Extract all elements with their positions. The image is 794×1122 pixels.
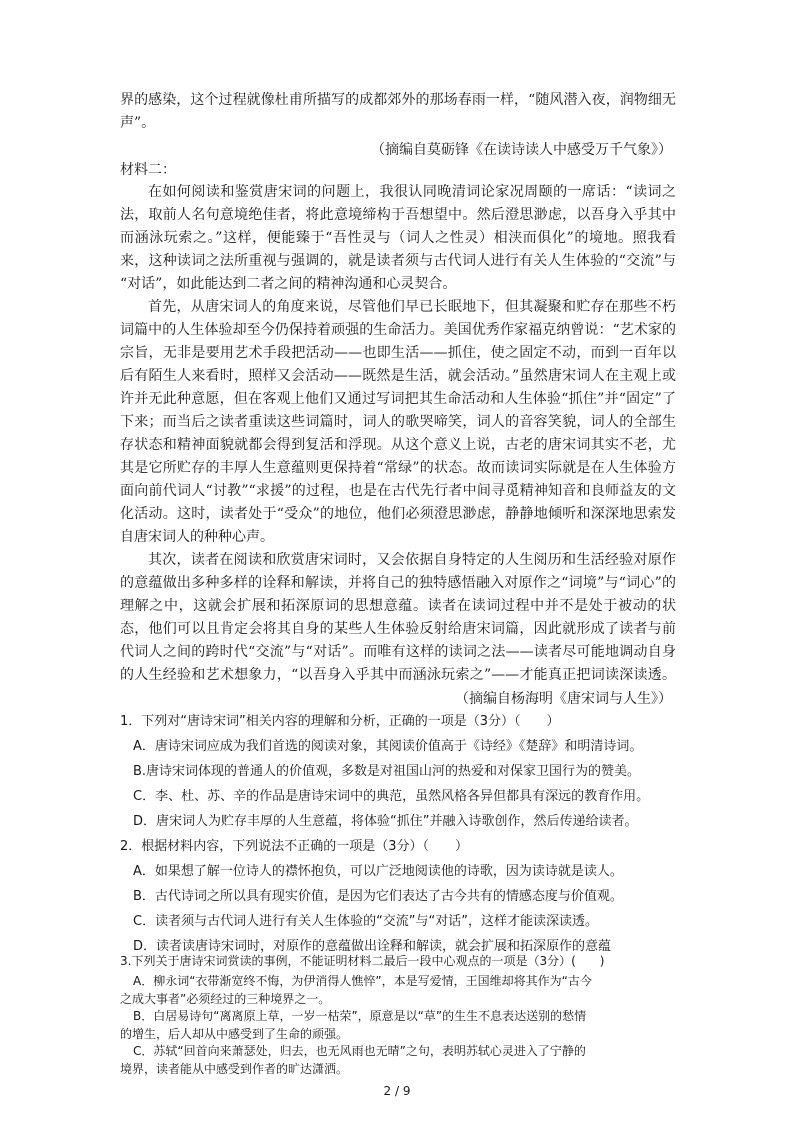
- question-3-option: A．柳永词“衣带渐宽终不悔，为伊消得人憔悴”，本是写爱情，王国维却将其作为“古今: [133, 974, 592, 988]
- text-line: 界的感染，这个过程就像杜甫所描写的成都郊外的那场春雨一样，“随风潜入夜，润物细无: [120, 92, 676, 108]
- text-line: 化活动。这时，读者处于“受众”的地位，他们必须澄思渺虑，静静地倾听和深深地思索发: [120, 506, 676, 522]
- text-line: 而涵泳玩索之。”这样，便能臻于“吾性灵与（词人之性灵）相浃而俱化”的境地。照我看: [120, 230, 676, 246]
- question-1: 1．下列对“唐诗宋词”相关内容的理解和分析，正确的一项是（3分）（ ）: [120, 714, 560, 729]
- paragraph-start: 首先，从唐宋词人的角度来说，尽管他们早已长眠地下，但其凝聚和贮存在那些不朽: [148, 299, 676, 315]
- question-2-option-d: D．读者读唐诗宋词时，对原作的意蕴做出诠释和解读，就会扩展和拓深原作的意蕴: [133, 939, 612, 954]
- text-line: 后有陌生人来看时，照样又会活动——既然是生活，就会活动。”虽然唐宋词人在主观上或: [120, 368, 676, 384]
- paragraph-start: 在如何阅读和鉴赏唐宋词的问题上，我很认同晚清词论家况周颐的一席话：“读词之: [148, 184, 676, 200]
- text-line: 自唐宋词人的种种心声。: [120, 529, 274, 545]
- text-line: 法，取前人名句意境绝佳者，将此意境缔构于吾想望中。然后澄思渺虑，以吾身入乎其中: [120, 207, 676, 223]
- text-line: 其是它所贮存的丰厚人生意蕴则更保持着“常绿”的状态。故而读词实际就是在人生体验方: [120, 460, 676, 476]
- question-3-option-continued: 境界，读者能从中感受到作者的旷达潇洒。: [120, 1061, 349, 1076]
- text-line: “对话”，如此能达到二者之间的精神沟通和心灵契合。: [120, 276, 457, 292]
- question-3: 3.下列关于唐诗宋词赏读的事例，不能证明材料二最后一段中心观点的一项是（3分）( ): [120, 954, 605, 968]
- question-1-option-d: D．唐宋词人为贮存丰厚的人生意蕴，将体验“抓住”并融入诗歌创作，然后传递给读者。: [133, 814, 638, 829]
- text-line: 理解之中，这就会扩展和拓深原词的思想意蕴。读者在读词过程中并不是处于被动的状: [120, 598, 676, 614]
- question-2: 2．根据材料内容，下列说法不正确的一项是（3分）（ ）: [120, 839, 469, 854]
- question-1-option-a: A．唐诗宋词应成为我们首选的阅读对象，其阅读价值高于《诗经》《楚辞》和明清诗词。: [133, 739, 643, 754]
- page-number: 2 / 9: [383, 1084, 411, 1098]
- question-2-option-b: B．古代诗词之所以具有现实价值，是因为它们表达了古今共有的情感态度与价值观。: [133, 889, 623, 904]
- source-citation: （摘编自莫砺锋《在读诗读人中感受万千气象》）: [371, 142, 672, 158]
- question-2-option-c: C．读者须与古代词人进行有关人生体验的“交流”与“对话”，这样才能读深读透。: [133, 914, 599, 929]
- text-line: 态，他们可以且肯定会将其自身的某些人生体验反射给唐宋词篇，因此就形成了读者与前: [120, 621, 676, 637]
- text-line: 下来；而当后之读者重读这些词篇时，词人的歌哭啼笑，词人的音容笑貌，词人的全部生: [120, 414, 676, 430]
- text-line: 的意蕴做出多种多样的诠释和解读，并将自己的独特感悟融入对原作之“词境”与“词心”的: [120, 575, 676, 591]
- text-line: 许并无此种意愿，但在客观上他们又通过写词把其生命活动和人生体验“抓住”并“固定”了: [120, 391, 676, 407]
- question-3-option: C．苏轼“回首向来萧瑟处，归去，也无风雨也无晴”之句，表明苏轼心灵进入了宁静的: [133, 1044, 586, 1058]
- text-line: 词篇中的人生体验却至今仍保持着顽强的生命活力。美国优秀作家福克纳曾说：“艺术家的: [120, 322, 676, 338]
- text-line: 来，这种读词之法所重视与强调的，就是读者须与古代词人进行有关人生体验的“交流”与: [120, 253, 676, 269]
- section-heading: 材料二：: [120, 162, 176, 178]
- text-line: 面向前代词人“讨教”“求援”的过程，也是在古代先行者中间寻觅精神知音和良师益友的文: [120, 483, 676, 499]
- question-3-option: B．白居易诗句“离离原上草，一岁一枯荣”，原意是以“草”的生生不息表达送别的愁情: [133, 1009, 587, 1023]
- question-1-option-c: C．李、杜、苏、辛的作品是唐诗宋词中的典范，虽然风格各异但都具有深远的教育作用。: [133, 789, 650, 804]
- text-line: 的人生经验和艺术想象力，“以吾身入乎其中而涵泳玩索之”——才能真正把词读深读透。: [120, 667, 676, 683]
- question-3-option-continued: 之成大事者”必须经过的三种境界之一。: [120, 991, 331, 1006]
- question-2-option-a: A．如果想了解一位诗人的襟怀抱负，可以广泛地阅读他的诗歌，因为读诗就是读人。: [133, 864, 623, 879]
- paragraph-start: 其次，读者在阅读和欣赏唐宋词时，又会依据自身特定的人生阅历和生活经验对原作: [148, 552, 676, 568]
- source-citation: （摘编自杨海明《唐宋词与人生》）: [455, 691, 672, 707]
- text-line: 宗旨，无非是要用艺术手段把活动——也即生活——抓住，使之固定不动，而到一百年以: [120, 345, 676, 361]
- text-line: 代词人之间的跨时代“交流”与“对话”。而唯有这样的读词之法——读者尽可能地调动自身: [120, 644, 676, 660]
- question-3-option-continued: 的增生，后人却从中感受到了生命的顽强。: [120, 1026, 349, 1041]
- text-line: 存状态和精神面貌就都会得到复活和浮现。从这个意义上说，古老的唐宋词其实不老，尤: [120, 437, 676, 453]
- question-1-option-b: B.唐诗宋词体现的普通人的价值观，多数是对祖国山河的热爱和对保家卫国行为的赞美。: [133, 764, 641, 779]
- text-line: 声”。: [120, 115, 156, 131]
